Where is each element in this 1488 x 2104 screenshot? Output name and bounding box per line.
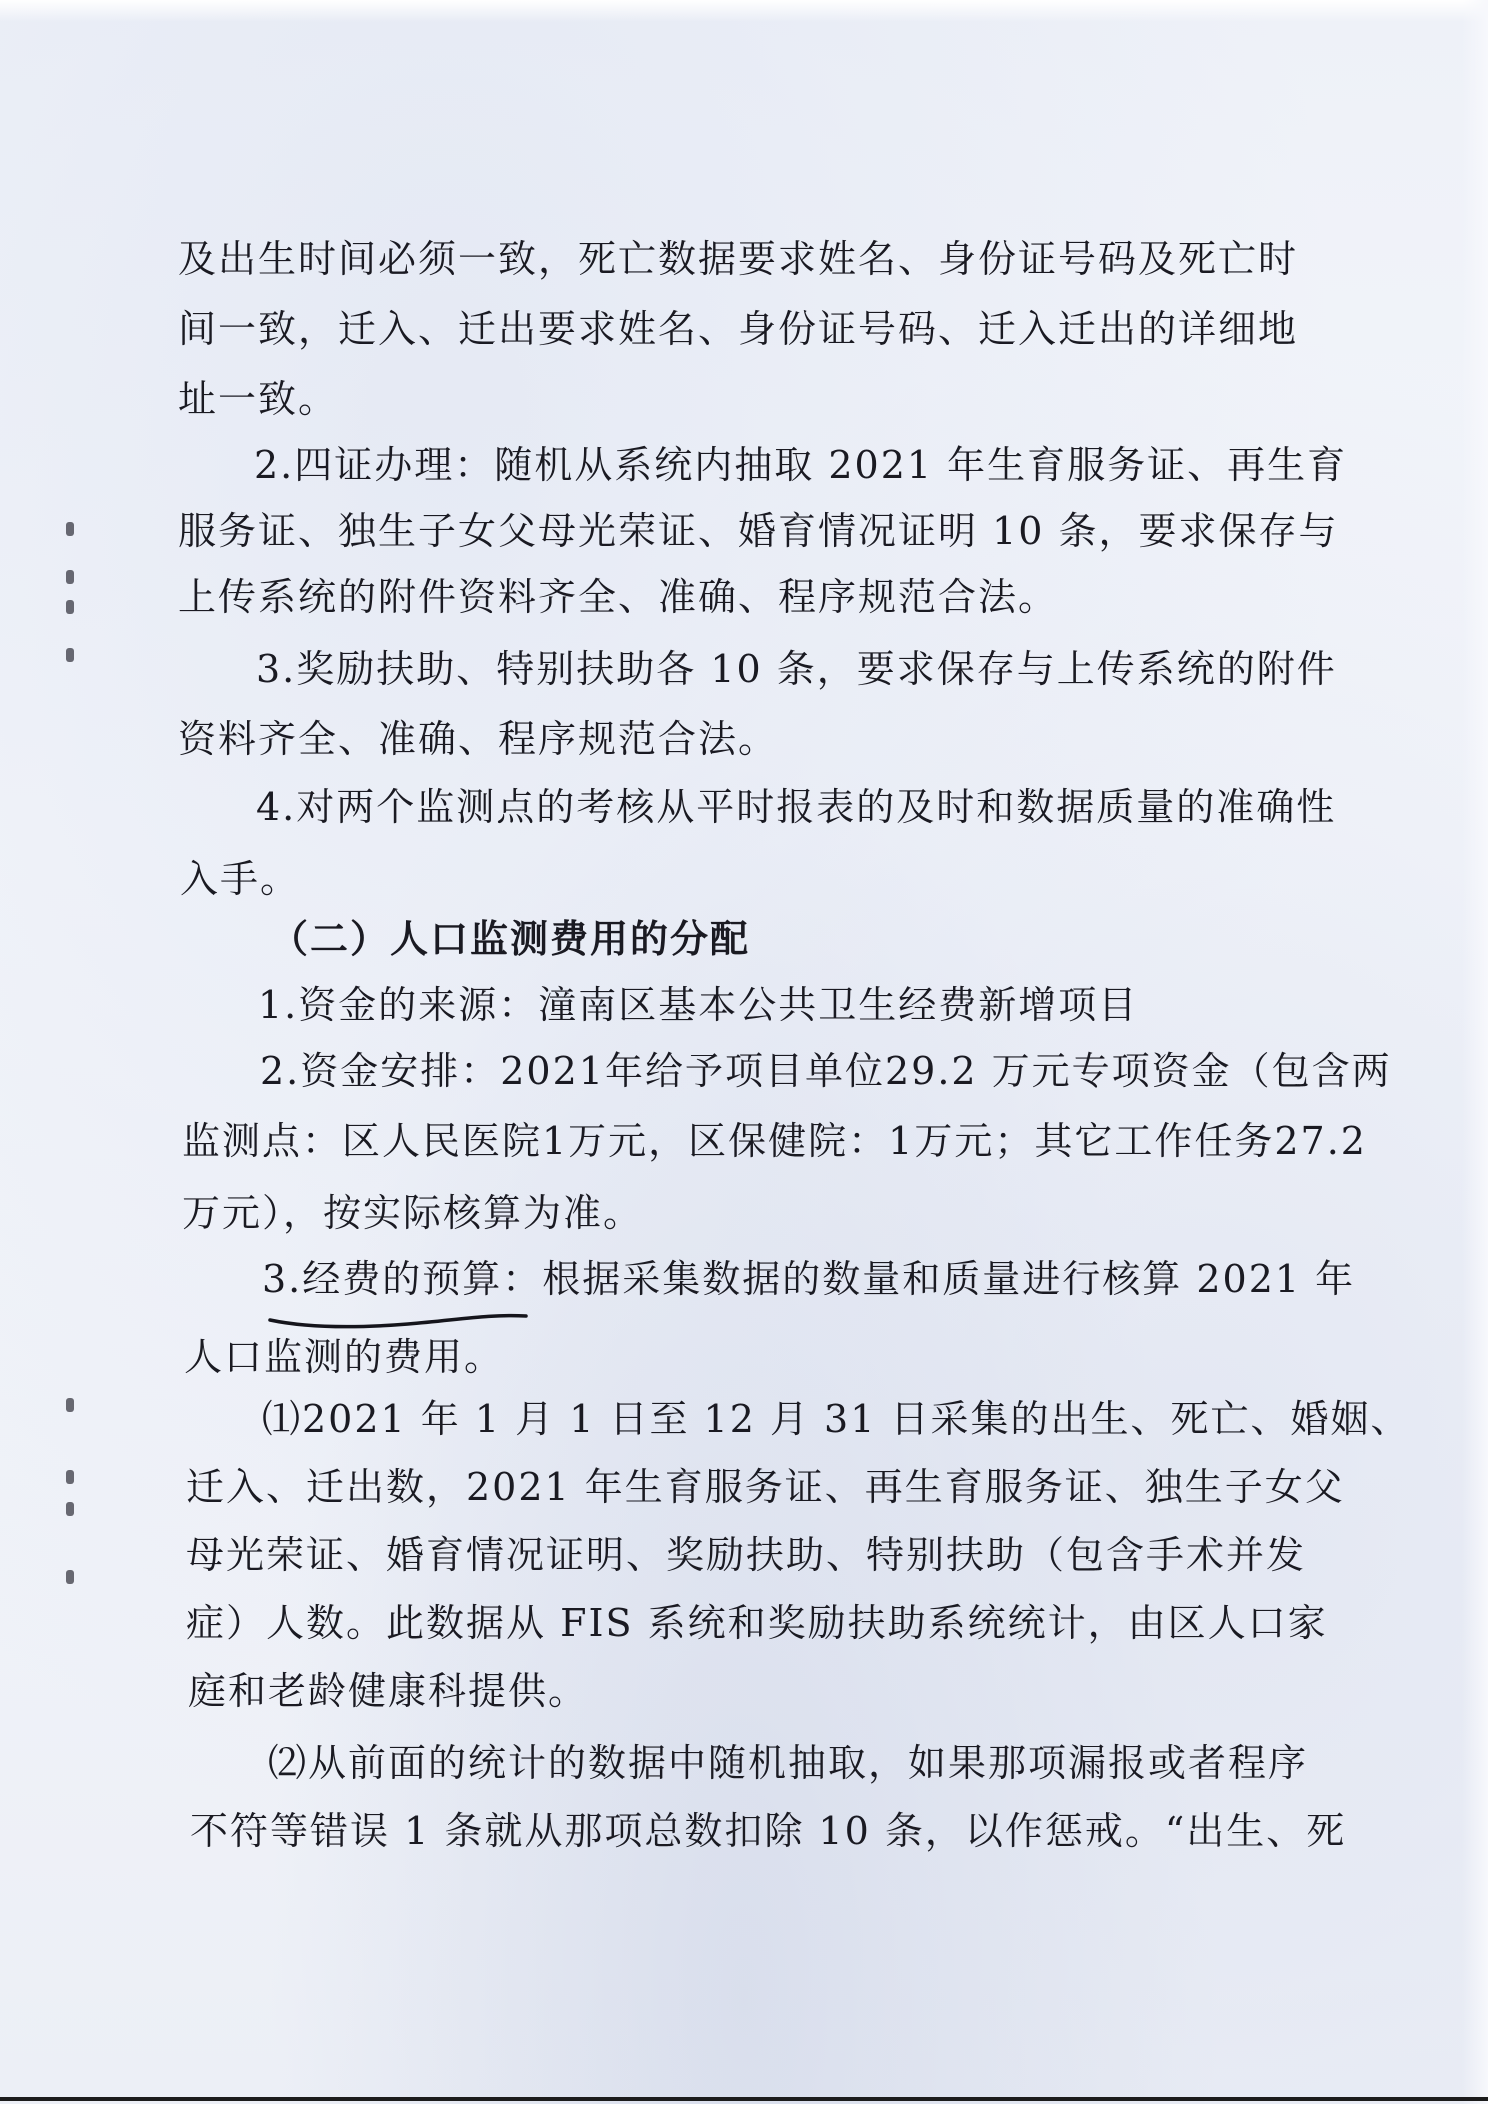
section-heading: （二）人口监测费用的分配	[270, 916, 751, 961]
binding-mark	[66, 1398, 74, 1412]
text-line: 1.资金的来源：潼南区基本公共卫生经费新增项目	[258, 983, 1139, 1027]
binding-mark	[66, 648, 74, 662]
text-line: 母光荣证、婚育情况证明、奖励扶助、特别扶助（包含手术并发	[186, 1533, 1307, 1577]
binding-mark	[66, 570, 74, 584]
text-line: ⑵从前面的统计的数据中随机抽取，如果那项漏报或者程序	[268, 1741, 1309, 1785]
scan-bottom-border	[0, 2097, 1488, 2101]
binding-mark	[66, 1470, 74, 1484]
page-top-edge	[0, 0, 1488, 22]
text-line: 3.经费的预算：根据采集数据的数量和质量进行核算 2021 年	[262, 1257, 1356, 1301]
text-line: 迁入、迁出数，2021 年生育服务证、再生育服务证、独生子女父	[186, 1465, 1345, 1509]
text-line: 4.对两个监测点的考核从平时报表的及时和数据质量的准确性	[256, 785, 1337, 829]
text-line: 址一致。	[178, 377, 339, 421]
text-line: 间一致，迁入、迁出要求姓名、身份证号码、迁入迁出的详细地	[178, 307, 1299, 351]
binding-holes	[66, 0, 96, 2104]
page-right-edge	[1462, 0, 1488, 2104]
text-line: 及出生时间必须一致，死亡数据要求姓名、身份证号码及死亡时	[178, 237, 1299, 281]
text-line: 症）人数。此数据从 FIS 系统和奖励扶助系统统计，由区人口家	[186, 1601, 1328, 1645]
text-line: 万元），按实际核算为准。	[182, 1191, 644, 1235]
text-line: 2.四证办理：随机从系统内抽取 2021 年生育服务证、再生育	[254, 443, 1348, 487]
binding-mark	[66, 522, 74, 536]
binding-mark	[66, 1570, 74, 1584]
text-line: 入手。	[180, 857, 301, 901]
binding-mark	[66, 1502, 74, 1516]
text-line: 庭和老龄健康科提供。	[188, 1669, 589, 1713]
text-line: 监测点：区人民医院1万元，区保健院：1万元；其它工作任务27.2	[182, 1119, 1367, 1163]
handwritten-underline	[268, 1308, 528, 1330]
text-line: ⑴2021 年 1 月 1 日至 12 月 31 日采集的出生、死亡、婚姻、	[262, 1397, 1411, 1441]
text-line: 上传系统的附件资料齐全、准确、程序规范合法。	[178, 575, 1059, 619]
text-line: 人口监测的费用。	[184, 1335, 505, 1379]
text-line: 3.奖励扶助、特别扶助各 10 条，要求保存与上传系统的附件	[256, 647, 1337, 691]
binding-mark	[66, 600, 74, 614]
text-line: 2.资金安排：2021年给予项目单位29.2 万元专项资金（包含两	[260, 1049, 1392, 1093]
text-line: 不符等错误 1 条就从那项总数扣除 10 条，以作惩戒。“出生、死	[190, 1809, 1347, 1853]
text-line: 资料齐全、准确、程序规范合法。	[178, 717, 779, 761]
text-line: 服务证、独生子女父母光荣证、婚育情况证明 10 条，要求保存与	[178, 509, 1339, 553]
